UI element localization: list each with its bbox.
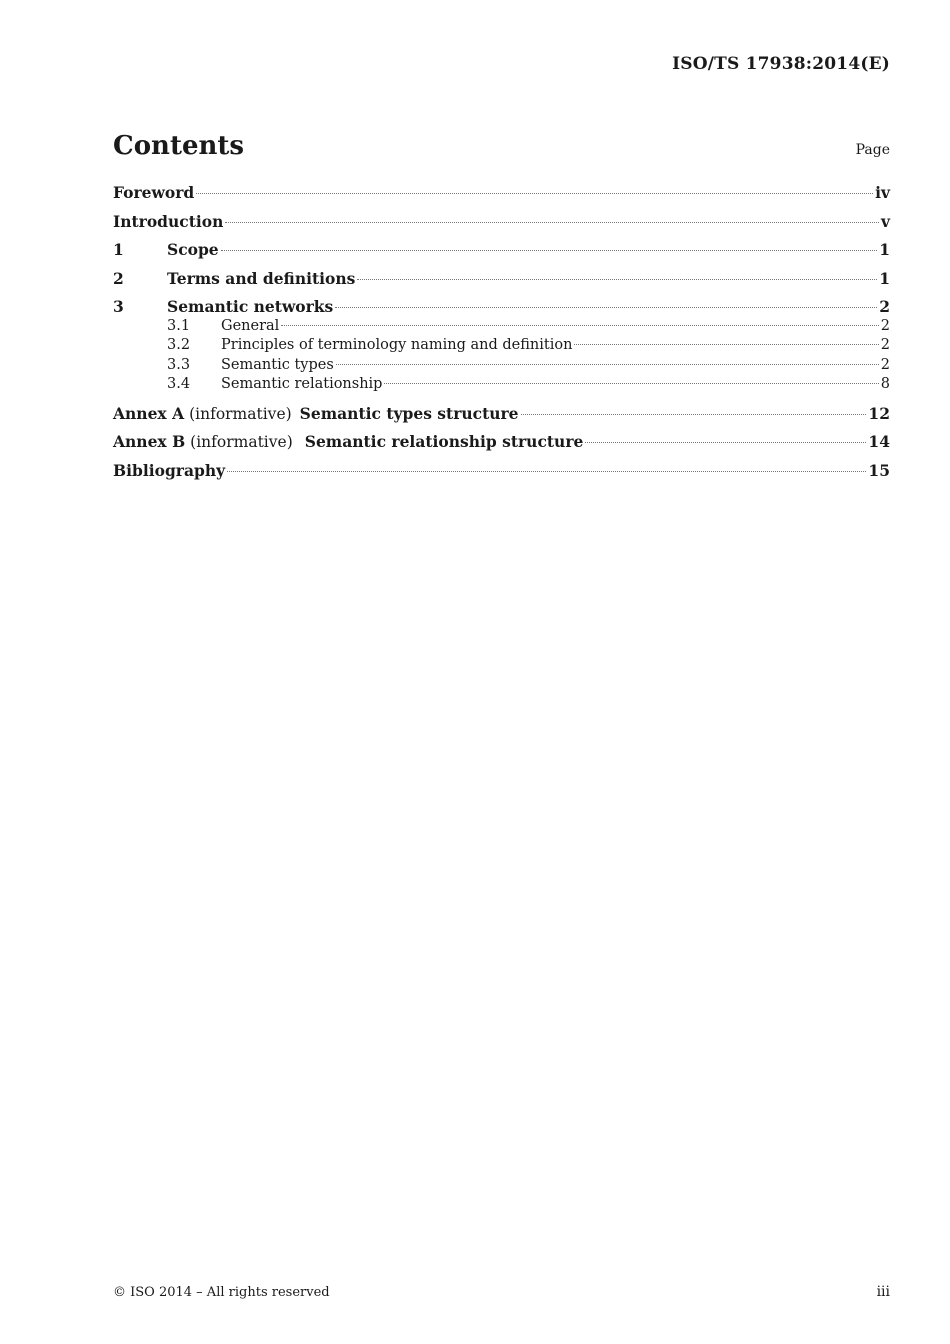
toc-title: Semantic relationship — [221, 376, 383, 392]
toc-page-number: 15 — [868, 460, 890, 480]
dot-leader — [335, 307, 877, 308]
toc-page-number: 14 — [868, 432, 890, 451]
toc-entry-annex-a[interactable] — [113, 404, 890, 433]
dot-leader — [196, 193, 873, 194]
toc-section-number: 2 — [113, 268, 124, 288]
toc-subsection-number: 3.4 — [167, 376, 191, 392]
toc-page-number: 2 — [880, 356, 890, 373]
toc-page-number: 12 — [868, 403, 890, 423]
toc-page-number: 2 — [879, 297, 890, 316]
dot-leader — [227, 471, 866, 472]
annex-kind: (informative) — [189, 404, 292, 423]
page-column-label: Page — [855, 142, 890, 158]
toc-title: Foreword — [113, 183, 195, 202]
toc-page-number: 2 — [880, 337, 890, 353]
toc-title: Semantic types structure — [299, 403, 519, 423]
toc-page-number: 8 — [880, 376, 890, 392]
toc-title: Semantic types — [221, 356, 334, 373]
toc-title: Bibliography — [113, 460, 226, 480]
dot-leader — [221, 250, 878, 251]
toc-entry-semantic-relationship[interactable] — [113, 376, 890, 396]
dot-leader — [585, 442, 866, 443]
toc-title: Introduction — [113, 211, 224, 231]
toc-page-number: v — [880, 211, 890, 231]
toc-page-number: 1 — [879, 240, 890, 259]
contents-heading: Contents — [113, 131, 245, 161]
table-of-contents — [113, 183, 890, 489]
page-number: iii — [876, 1284, 890, 1300]
toc-entry-annex-b[interactable] — [113, 432, 890, 461]
toc-entry-introduction[interactable] — [113, 212, 890, 241]
annex-label: Annex A — [113, 403, 185, 423]
dot-leader — [384, 383, 878, 384]
document-identifier: ISO/TS 17938:2014(E) — [672, 54, 890, 74]
toc-title: Principles of terminology naming and definition — [221, 337, 573, 353]
dot-leader — [225, 222, 879, 223]
toc-entry-general[interactable] — [113, 318, 890, 338]
dot-leader — [574, 344, 878, 345]
dot-leader — [521, 414, 867, 415]
dot-leader — [281, 325, 878, 326]
toc-entry-semantic-types[interactable] — [113, 357, 890, 377]
toc-section-number: 3 — [113, 297, 124, 316]
toc-title: General — [221, 317, 280, 334]
toc-entry-principles[interactable] — [113, 337, 890, 357]
toc-title: Terms and definitions — [167, 268, 356, 288]
toc-entry-bibliography[interactable] — [113, 461, 890, 490]
toc-page-number: iv — [875, 183, 890, 202]
annex-kind: (informative) — [190, 433, 293, 451]
annex-label: Annex B — [113, 432, 186, 451]
toc-entry-terms-and-definitions[interactable] — [113, 269, 890, 298]
dot-leader — [357, 279, 877, 280]
toc-entry-scope[interactable] — [113, 240, 890, 269]
toc-section-number: 1 — [113, 240, 124, 259]
toc-page-number: 2 — [880, 317, 890, 334]
toc-page-number: 1 — [879, 268, 890, 288]
toc-title: Semantic networks — [167, 297, 334, 316]
toc-subsection-number: 3.2 — [167, 337, 191, 353]
toc-subsection-number: 3.3 — [167, 356, 191, 373]
toc-title: Scope — [167, 240, 219, 259]
copyright-notice: © ISO 2014 – All rights reserved — [113, 1285, 330, 1300]
toc-subsection-number: 3.1 — [167, 317, 191, 334]
dot-leader — [336, 364, 879, 365]
toc-entry-foreword[interactable] — [113, 183, 890, 212]
toc-title: Semantic relationship structure — [304, 432, 584, 451]
